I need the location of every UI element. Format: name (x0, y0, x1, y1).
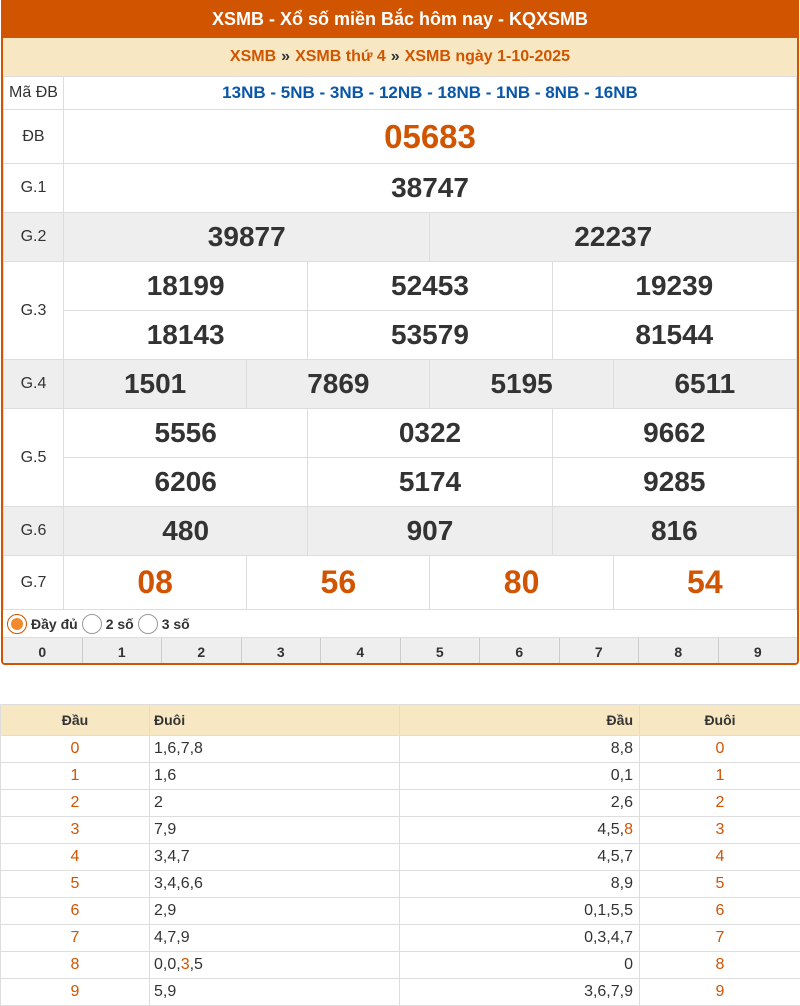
g1-number: 38747 (64, 164, 797, 213)
loto-duoi-reverse (640, 952, 800, 979)
db-number: 05683 (64, 110, 797, 164)
loto-duoi-reverse-value: 2 (715, 794, 725, 811)
digit-filter-1[interactable]: 1 (83, 638, 163, 665)
db-row (4, 110, 797, 164)
g6-number: 907 (308, 507, 552, 556)
g7-number: 56 (247, 556, 430, 610)
digit-filter-2[interactable]: 2 (162, 638, 242, 665)
loto-duoi (150, 736, 400, 763)
loto-dau-reverse-value: 8,9 (610, 875, 633, 892)
loto-dau-reverse (400, 952, 640, 979)
digit-filter-7[interactable]: 7 (560, 638, 640, 665)
loto-duoi-reverse (640, 979, 800, 1006)
g2-row (4, 213, 797, 262)
g4-number: 6511 (613, 360, 796, 409)
loto-duoi-reverse-value: 7 (715, 929, 725, 946)
loto-dau-reverse (400, 790, 640, 817)
breadcrumb-xsmb-date[interactable]: XSMB ngày 1-10-2025 (404, 48, 571, 65)
page-title: XSMB - Xổ số miền Bắc hôm nay - KQXSMB (1, 0, 799, 38)
display-options (3, 610, 797, 638)
option-3-digits[interactable] (138, 614, 190, 634)
g1-label: G.1 (4, 164, 64, 213)
loto-duoi (150, 925, 400, 952)
result-table (3, 76, 797, 610)
loto-duoi-reverse (640, 736, 800, 763)
loto-duoi-value: 5,9 (154, 983, 177, 1000)
digit-filter-8[interactable]: 8 (639, 638, 719, 665)
option-2-digits[interactable] (82, 614, 134, 634)
loto-duoi-reverse-value: 3 (715, 821, 725, 838)
loto-duoi (150, 790, 400, 817)
breadcrumb (3, 38, 797, 76)
loto-dau-reverse (400, 736, 640, 763)
loto-dau-reverse (400, 871, 640, 898)
g3-number: 18199 (64, 262, 308, 311)
loto-dau-reverse-value: 4,5,7 (597, 848, 633, 865)
g3-label: G.3 (4, 262, 64, 360)
loto-row (1, 844, 800, 871)
loto-dau-reverse-value: 8 (624, 821, 633, 838)
loto-duoi-value: 2 (154, 794, 163, 811)
g5-row (4, 409, 797, 458)
loto-table (0, 704, 800, 1006)
loto-duoi (150, 898, 400, 925)
db-label: ĐB (4, 110, 64, 164)
option-label: Đầy đủ (31, 615, 78, 632)
g3-number: 81544 (552, 311, 796, 360)
digit-filter-9[interactable]: 9 (753, 643, 762, 660)
ma-db-label: Mã ĐB (4, 77, 64, 110)
loto-dau-reverse (400, 925, 640, 952)
radio-button[interactable] (82, 614, 102, 634)
loto-dau-reverse-value: 4,5, (597, 821, 625, 838)
loto-duoi-reverse (640, 844, 800, 871)
loto-dau-reverse-value: 3,6,7,9 (584, 983, 633, 1000)
g7-label: G.7 (4, 556, 64, 610)
loto-duoi-reverse-value: 6 (715, 902, 725, 919)
loto-duoi (150, 844, 400, 871)
loto-row (1, 979, 800, 1006)
loto-header-duoi: Đuôi (150, 705, 400, 736)
g6-label: G.6 (4, 507, 64, 556)
g7-row (4, 556, 797, 610)
g3-number: 19239 (552, 262, 796, 311)
g7-number: 54 (613, 556, 796, 610)
g5-number: 9285 (552, 458, 796, 507)
g2-number: 22237 (430, 213, 797, 262)
g5-number: 5174 (308, 458, 552, 507)
breadcrumb-xsmb[interactable]: XSMB (229, 48, 277, 65)
loto-duoi (150, 817, 400, 844)
loto-duoi (150, 952, 400, 979)
digit-filter-3[interactable]: 3 (242, 638, 322, 665)
g4-number: 5195 (430, 360, 613, 409)
loto-row (1, 925, 800, 952)
loto-body (1, 736, 800, 1006)
loto-dau-value: 8 (70, 956, 80, 973)
loto-dau-reverse-value: 0,1,5,5 (584, 902, 633, 919)
g3-number: 18143 (64, 311, 308, 360)
loto-duoi-reverse (640, 763, 800, 790)
g5-row (4, 458, 797, 507)
loto-duoi-value: ,5 (189, 956, 203, 973)
g4-number: 1501 (64, 360, 247, 409)
loto-dau-reverse-value: 0,1 (610, 767, 633, 784)
g5-label: G.5 (4, 409, 64, 507)
loto-duoi (150, 979, 400, 1006)
g2-number: 39877 (64, 213, 430, 262)
g6-number: 816 (552, 507, 796, 556)
loto-row (1, 871, 800, 898)
loto-duoi-reverse (640, 817, 800, 844)
loto-duoi-value: 3 (180, 956, 190, 973)
loto-row (1, 952, 800, 979)
loto-dau-reverse (400, 763, 640, 790)
loto-dau-reverse (400, 844, 640, 871)
loto-dau-value: 6 (70, 902, 80, 919)
loto-duoi-value: 1,6 (154, 767, 177, 784)
loto-dau (1, 817, 150, 844)
loto-duoi (150, 763, 400, 790)
loto-dau-reverse-value: 0,3,4,7 (584, 929, 633, 946)
g6-number: 480 (64, 507, 308, 556)
loto-row (1, 817, 800, 844)
g7-number: 08 (64, 556, 247, 610)
loto-header-dau: Đầu (400, 705, 640, 736)
loto-dau-value: 4 (70, 848, 80, 865)
g4-label: G.4 (4, 360, 64, 409)
g3-number: 53579 (308, 311, 552, 360)
loto-dau-reverse (400, 817, 640, 844)
breadcrumb-separator: » (390, 48, 400, 65)
option-full[interactable] (7, 614, 78, 634)
loto-row (1, 898, 800, 925)
loto-row (1, 790, 800, 817)
loto-dau (1, 952, 150, 979)
g4-row (4, 360, 797, 409)
loto-dau-value: 3 (70, 821, 80, 838)
loto-duoi-reverse (640, 898, 800, 925)
digit-filter-5[interactable]: 5 (401, 638, 481, 665)
loto-duoi-reverse (640, 871, 800, 898)
loto-dau (1, 898, 150, 925)
g3-number: 52453 (308, 262, 552, 311)
loto-duoi-value: 2,9 (154, 902, 177, 919)
g3-row (4, 311, 797, 360)
g2-label: G.2 (4, 213, 64, 262)
loto-header-duoi: Đuôi (640, 705, 800, 736)
result-box (1, 0, 799, 665)
loto-duoi-value: 0,0, (154, 956, 181, 973)
digit-filter-0[interactable]: 0 (3, 638, 83, 665)
loto-row (1, 763, 800, 790)
loto-dau-value: 0 (70, 740, 80, 757)
loto-duoi-reverse (640, 790, 800, 817)
loto-dau-reverse-value: 8,8 (610, 740, 633, 757)
g4-number: 7869 (247, 360, 430, 409)
loto-dau-value: 2 (70, 794, 80, 811)
loto-dau (1, 871, 150, 898)
loto-header-row (1, 705, 800, 736)
loto-duoi-reverse-value: 0 (715, 740, 725, 757)
loto-row (1, 736, 800, 763)
loto-duoi-reverse-value: 4 (715, 848, 725, 865)
loto-dau (1, 790, 150, 817)
loto-dau-reverse (400, 898, 640, 925)
loto-duoi-reverse-value: 1 (715, 767, 725, 784)
loto-dau-reverse-value: 2,6 (610, 794, 633, 811)
loto-duoi-reverse-value: 5 (715, 875, 725, 892)
loto-duoi-value: 3,4,7 (154, 848, 190, 865)
g1-row (4, 164, 797, 213)
loto-dau (1, 979, 150, 1006)
loto-dau-value: 5 (70, 875, 80, 892)
breadcrumb-separator: » (281, 48, 291, 65)
radio-button-selected[interactable] (7, 614, 27, 634)
ma-db-row (4, 77, 797, 110)
loto-dau (1, 763, 150, 790)
option-label: 3 số (161, 615, 190, 632)
loto-duoi-value: 4,7,9 (154, 929, 190, 946)
ma-db-value: 13NB - 5NB - 3NB - 12NB - 18NB - 1NB - 8NB - 16NB (64, 77, 797, 110)
g5-number: 5556 (64, 409, 308, 458)
loto-dau (1, 844, 150, 871)
loto-dau-value: 7 (70, 929, 80, 946)
g7-number: 80 (430, 556, 613, 610)
loto-duoi (150, 871, 400, 898)
digit-filter-6[interactable]: 6 (480, 638, 560, 665)
g5-number: 9662 (552, 409, 796, 458)
loto-dau (1, 736, 150, 763)
g3-row (4, 262, 797, 311)
loto-duoi-reverse-value: 9 (715, 983, 725, 1000)
option-label: 2 số (105, 615, 134, 632)
loto-header-dau: Đầu (1, 705, 150, 736)
loto-dau-reverse (400, 979, 640, 1006)
loto-duoi-value: 7,9 (154, 821, 177, 838)
digit-filter (3, 638, 797, 665)
loto-dau-value: 9 (70, 983, 80, 1000)
loto-duoi-value: 3,4,6,6 (154, 875, 203, 892)
g5-number: 6206 (64, 458, 308, 507)
loto-duoi-reverse (640, 925, 800, 952)
loto-dau (1, 925, 150, 952)
digit-filter-4[interactable]: 4 (321, 638, 401, 665)
breadcrumb-xsmb-thu-4[interactable]: XSMB thứ 4 (295, 48, 386, 65)
g6-row (4, 507, 797, 556)
loto-dau-value: 1 (70, 767, 80, 784)
loto-duoi-value: 1,6,7,8 (154, 740, 203, 757)
radio-button[interactable] (138, 614, 158, 634)
loto-duoi-reverse-value: 8 (715, 956, 725, 973)
g5-number: 0322 (308, 409, 552, 458)
loto-dau-reverse-value: 0 (624, 956, 633, 973)
